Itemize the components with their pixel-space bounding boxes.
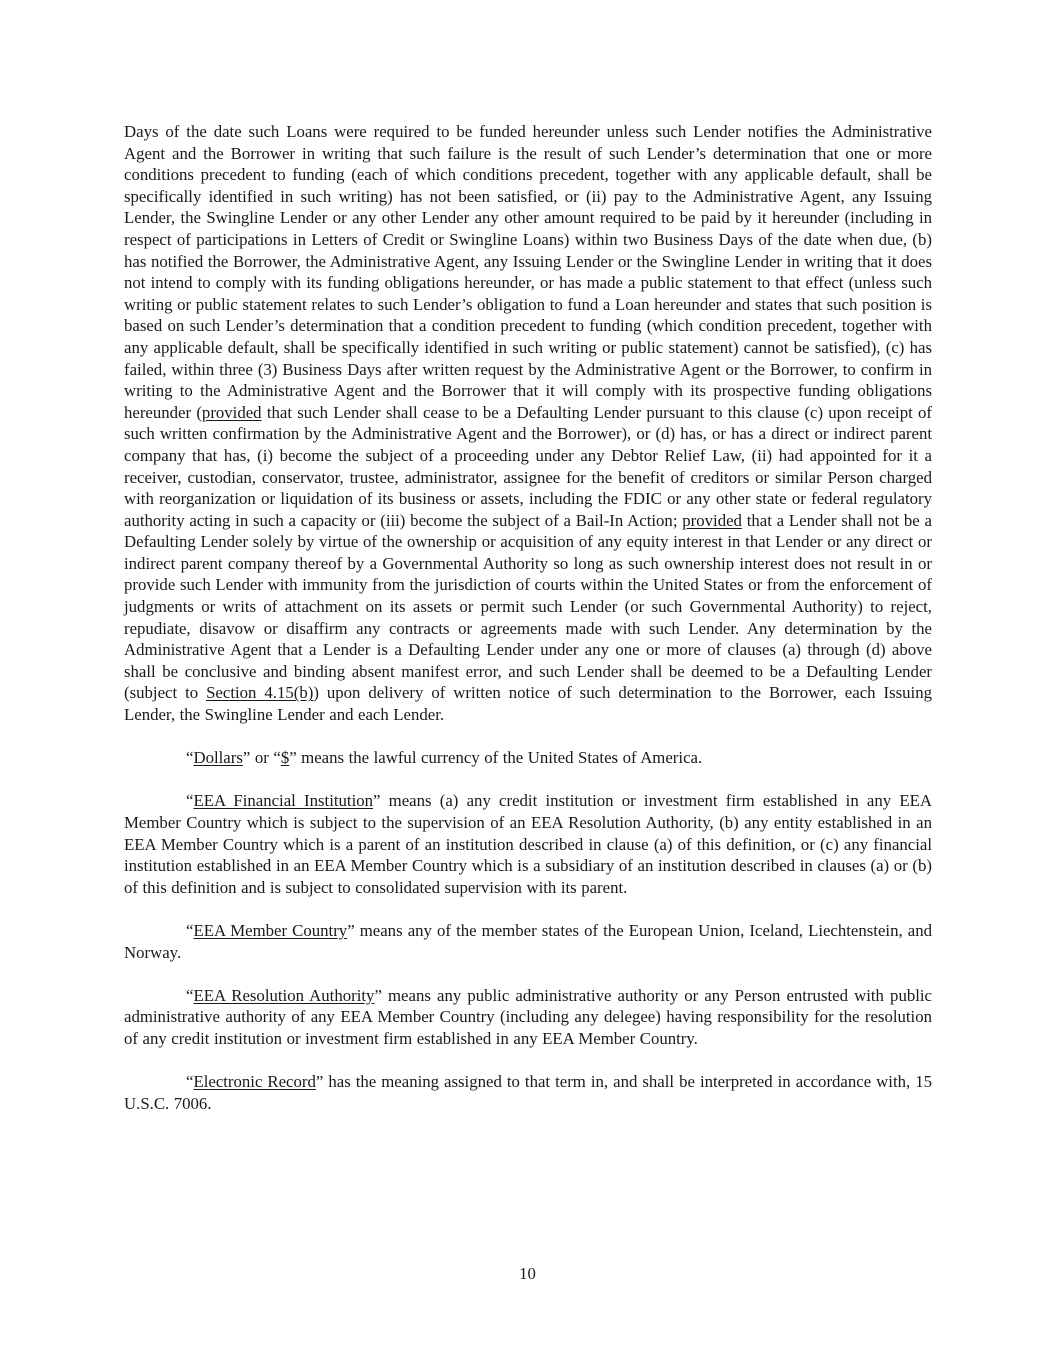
text-run: “ [186,791,194,811]
text-run: “ [186,985,194,1005]
paragraph-defaulting-lender-continuation [124,121,932,726]
text-run: “ [186,1072,194,1092]
text-run: “ [186,920,194,940]
defined-term: EEA Financial Institution [193,791,374,811]
defined-term: provided [682,510,742,530]
paragraph-eea-resolution-authority-definition [124,985,932,1050]
paragraph-electronic-record-definition [124,1071,932,1114]
defined-term: Section 4.15(b) [206,683,314,703]
text-run: ” means any public administrative authority or any Person entrusted with public administrative authority of any EEA Member Country (including any delegee) having responsibility for the resolution of any credit institution or investment firm established in any EEA Member Country. [124,985,932,1048]
text-run: that a Lender shall not be a Defaulting Lender solely by virtue of the ownership or acquisition of any equity interest in that Lender or any direct or indirect parent company thereof by a Governmental Authority so long as such ownership interest does not result in or provide such Lender with immunity from the jurisdiction of courts within the United States or from the enforcement of judgments or writs of attachment on its assets or permit such Lender (or such Governmental Authority) to reject, repudiate, disavow or disaffirm any contracts or agreements made with such Lender. Any determination by the Administrative Agent that a Lender is a Defaulting Lender under any one or more of clauses (a) through (d) above shall be conclusive and binding absent manifest error, and such Lender shall be deemed to be a Defaulting Lender (subject to [124,510,932,703]
text-run: ” has the meaning assigned to that term in, and shall be interpreted in accordance with, 15 U.S.C. 7006. [124,1072,932,1113]
defined-term: Electronic Record [193,1072,316,1092]
page-number: 10 [519,1264,536,1283]
paragraph-dollars-definition [124,747,932,769]
text-run: ” means the lawful currency of the United States of America. [289,748,703,768]
text-run: “ [186,748,194,768]
text-run: ” means (a) any credit institution or investment firm established in any EEA Member Country which is subject to the supervision of an EEA Resolution Authority, (b) any entity established in an EEA Member Country which is a parent of an institution described in clause (a) of this definition, or (c) any financial institution established in an EEA Member Country which is a subsidiary of an institution described in clauses (a) or (b) of this definition and is subject to consolidated supervision with its parent. [124,791,932,897]
defined-term: Dollars [193,748,243,768]
text-run: ” or “ [242,748,281,768]
defined-term: EEA Member Country [193,920,348,940]
paragraph-eea-member-country-definition [124,920,932,963]
defined-term: provided [201,402,262,422]
paragraph-eea-financial-institution-definition [124,790,932,898]
text-run: ” means any of the member states of the European Union, Iceland, Liechtenstein, and Norway. [124,920,932,962]
defined-term: $ [280,748,290,768]
defined-term: EEA Resolution Authority [193,985,375,1005]
text-run: Days of the date such Loans were required to be funded hereunder unless such Lender notifies the Administrative Agent and the Borrower in writing that such failure is the result of such Lender’s determination that one or more conditions precedent to funding (each of which conditions precedent, together with any applicable default, shall be specifically identified in such writing) has not been satisfied, or (ii) pay to the Administrative Agent, any Issuing Lender, the Swingline Lender or any other Lender any other amount required to be paid by it hereunder (including in respect of participations in Letters of Credit or Swingline Loans) within two Business Days of the date when due, (b) has notified the Borrower, the Administrative Agent, any Issuing Lender or the Swingline Lender in writing that it does not intend to comply with its funding obligations hereunder, or has made a public statement to that effect (unless such writing or public statement relates to such Lender’s obligation to fund a Loan hereunder and states that such position is based on such Lender’s determination that a condition precedent to funding (which condition precedent, together with any applicable default, shall be specifically identified in such writing or public statement) cannot be satisfied), (c) has failed, within three (3) Business Days after written request by the Administrative Agent or the Borrower, to confirm in writing to the Administrative Agent and the Borrower that it will comply with its prospective funding obligations hereunder ( [124,122,932,422]
text-run: ) upon delivery of written notice of such determination to the Borrower, each Issuing Lender, the Swingline Lender and each Lender. [124,683,932,725]
text-run: that such Lender shall cease to be a Defaulting Lender pursuant to this clause (c) upon receipt of such written confirmation by the Administrative Agent and the Borrower), or (d) has, or has a direct or indirect parent company that has, (i) become the subject of a proceeding under any Debtor Relief Law, (ii) had appointed for it a receiver, custodian, conservator, trustee, administrator, assignee for the benefit of creditors or similar Person charged with reorganization or liquidation of its business or assets, including the FDIC or any other state or federal regulatory authority acting in such a capacity or (iii) become the subject of a Bail-In Action; [124,402,932,530]
